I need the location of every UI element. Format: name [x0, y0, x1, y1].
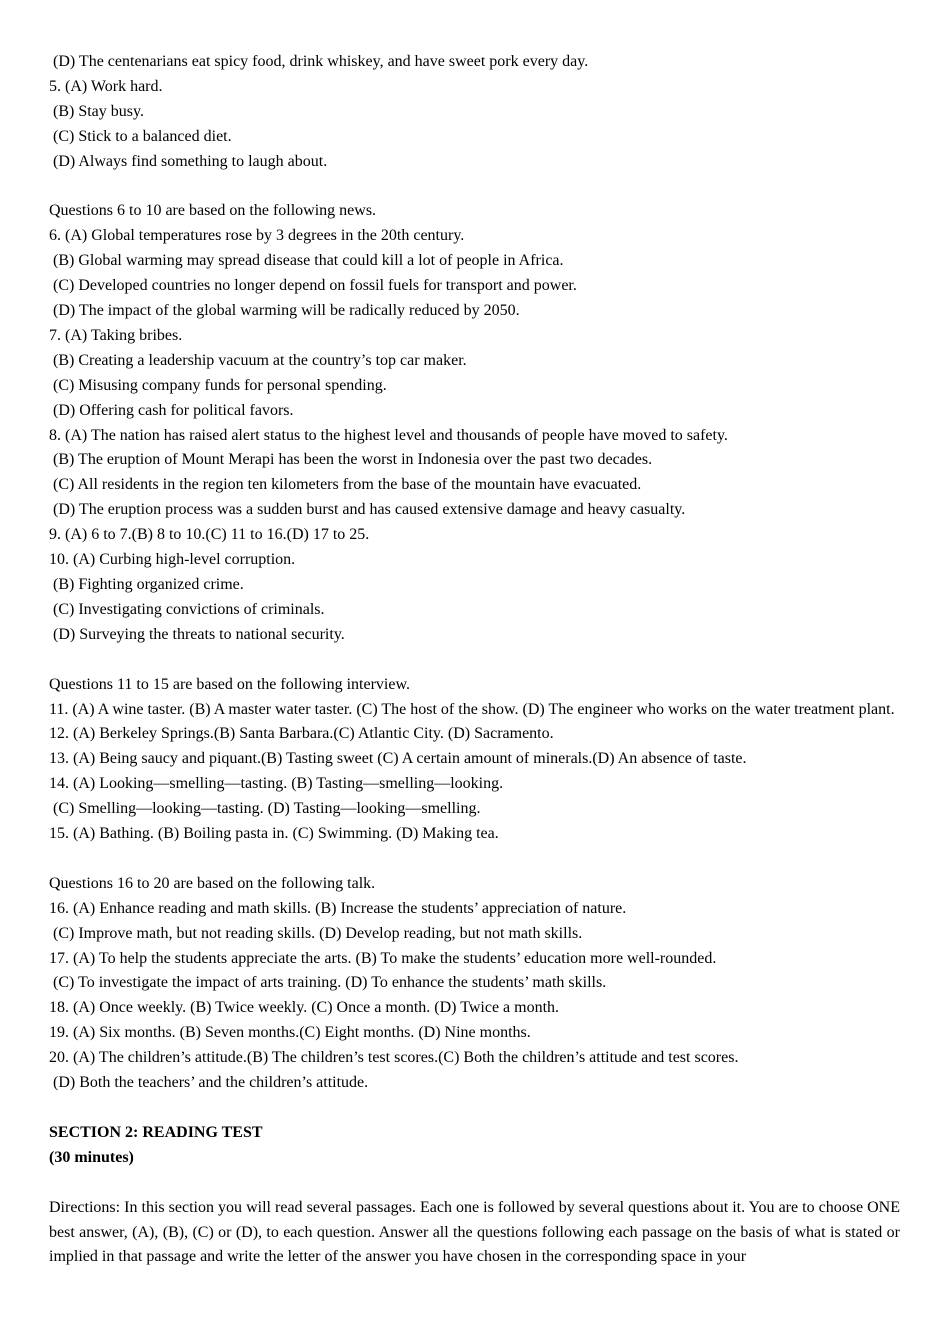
question-block-4-5 — [49, 50, 900, 175]
text-line: (D) Offering cash for political favors. — [49, 401, 294, 419]
text-line: 7. (A) Taking bribes. — [49, 326, 183, 344]
text-line: 6. (A) Global temperatures rose by 3 degrees in the 20th century. — [49, 227, 465, 245]
question-block-16-20 — [49, 872, 900, 1096]
text-line: 14. (A) Looking—smelling—tasting. (B) Tasting—smelling—looking. — [49, 775, 504, 793]
text-line: (D) The centenarians eat spicy food, drink whiskey, and have sweet pork every day. — [49, 53, 589, 70]
text-line: 17. (A) To help the students appreciate the arts. (B) To make the students’ education more well-rounded. — [49, 949, 717, 967]
text-line: (B) The eruption of Mount Merapi has been the worst in Indonesia over the past two decades. — [49, 451, 653, 469]
text-line: (D) Both the teachers’ and the children’s attitude. — [49, 1074, 369, 1092]
text-line: 12. (A) Berkeley Springs.(B) Santa Barbara.(C) Atlantic City. (D) Sacramento. — [49, 725, 554, 743]
directions-paragraph: Directions: In this section you will read several passages. Each one is followed by several questions about it. You are to choose ONE best answer, (A), (B), (C) or (D), to each question. Answer all the questions following each passage on the basis of what is stated or implied in that passage and write the letter of the answer you have chosen in the corresponding space in your — [49, 1198, 900, 1266]
text-line: (B) Creating a leadership vacuum at the country’s top car maker. — [49, 351, 467, 369]
text-line: (C) Misusing company funds for personal spending. — [49, 376, 387, 394]
text-line: 16. (A) Enhance reading and math skills. (B) Increase the students’ appreciation of nature. — [49, 899, 627, 917]
text-line: (B) Global warming may spread disease that could kill a lot of people in Africa. — [49, 252, 564, 270]
text-line: (B) Stay busy. — [49, 102, 144, 120]
text-line: 15. (A) Bathing. (B) Boiling pasta in. (C) Swimming. (D) Making tea. — [49, 825, 499, 843]
text-line: (C) Investigating convictions of criminals. — [49, 600, 325, 618]
document-page — [49, 50, 900, 1270]
section-heading: Questions 16 to 20 are based on the following talk. — [49, 874, 376, 892]
text-line: (C) To investigate the impact of arts training. (D) To enhance the students’ math skills. — [49, 974, 607, 992]
question-block-6-10 — [49, 199, 900, 647]
text-line: 5. (A) Work hard. — [49, 77, 163, 95]
paragraph-gap — [49, 1096, 900, 1121]
text-line: (B) Fighting organized crime. — [49, 576, 244, 594]
text-line: 8. (A) The nation has raised alert status to the highest level and thousands of people have moved to safety. — [49, 426, 728, 444]
text-line: 20. (A) The children’s attitude.(B) The children’s test scores.(C) Both the children’s attitude and test scores. — [49, 1049, 739, 1067]
section-duration: (30 minutes) — [49, 1148, 134, 1166]
paragraph-gap — [49, 175, 900, 200]
text-line: 13. (A) Being saucy and piquant.(B) Tasting sweet (C) A certain amount of minerals.(D) An absence of taste. — [49, 750, 747, 768]
text-line: 18. (A) Once weekly. (B) Twice weekly. (C) Once a month. (D) Twice a month. — [49, 999, 560, 1017]
section-title: SECTION 2: READING TEST — [49, 1123, 263, 1141]
text-line: (D) The impact of the global warming will be radically reduced by 2050. — [49, 302, 520, 320]
text-line: 11. (A) A wine taster. (B) A master water taster. (C) The host of the show. (D) The engineer who works on the water treatment plant. — [49, 700, 895, 718]
text-line: 10. (A) Curbing high-level corruption. — [49, 551, 296, 569]
paragraph-gap — [49, 847, 900, 872]
text-line: (D) The eruption process was a sudden burst and has caused extensive damage and heavy casualty. — [49, 501, 686, 519]
text-line: (C) Improve math, but not reading skills. (D) Develop reading, but not math skills. — [49, 924, 583, 942]
text-line: 9. (A) 6 to 7.(B) 8 to 10.(C) 11 to 16.(D) 17 to 25. — [49, 526, 370, 544]
text-line: (C) Smelling—looking—tasting. (D) Tasting—looking—smelling. — [49, 800, 481, 818]
text-line: (C) Stick to a balanced diet. — [49, 127, 232, 145]
text-line: (C) Developed countries no longer depend on fossil fuels for transport and power. — [49, 277, 577, 295]
text-line: (D) Always find something to laugh about. — [49, 152, 328, 170]
text-line: (C) All residents in the region ten kilometers from the base of the mountain have evacuated. — [49, 476, 642, 494]
section-2 — [49, 1121, 900, 1270]
text-line: 19. (A) Six months. (B) Seven months.(C) Eight months. (D) Nine months. — [49, 1024, 531, 1042]
question-block-11-15 — [49, 673, 900, 847]
paragraph-gap — [49, 648, 900, 673]
section-heading: Questions 11 to 15 are based on the following interview. — [49, 675, 410, 693]
paragraph-gap — [49, 1171, 900, 1196]
section-heading: Questions 6 to 10 are based on the following news. — [49, 202, 377, 220]
text-line: (D) Surveying the threats to national security. — [49, 625, 345, 643]
